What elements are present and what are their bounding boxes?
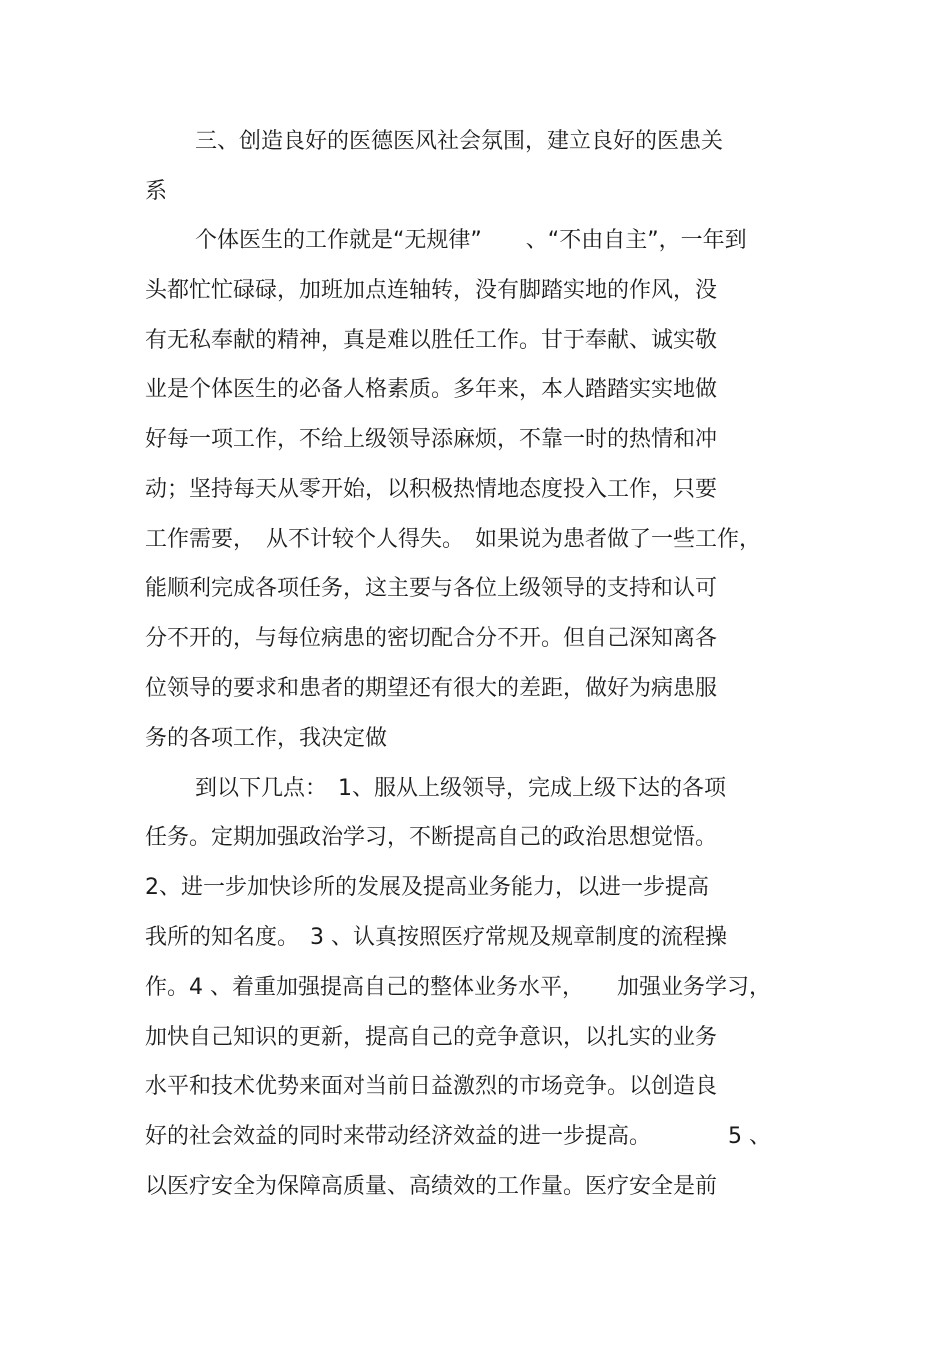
- paragraph-line: 好的社会效益的同时来带动经济效益的进一步提高。 5 、: [145, 1124, 771, 1149]
- paragraph-line: 以医疗安全为保障高质量、高绩效的工作量。医疗安全是前: [145, 1174, 718, 1199]
- paragraph-line: 我所的知名度。 3 、认真按照医疗常规及规章制度的流程操: [145, 925, 727, 950]
- section-heading-continued: 系: [145, 179, 168, 204]
- paragraph-line: 个体医生的工作就是“无规律” 、“不由自主”，一年到: [195, 228, 747, 253]
- paragraph-line: 工作需要， 从不计较个人得失。 如果说为患者做了一些工作，: [145, 527, 762, 552]
- paragraph-line: 能顺利完成各项任务，这主要与各位上级领导的支持和认可: [145, 576, 718, 601]
- paragraph-line: 到以下几点： 1、服从上级领导，完成上级下达的各项: [195, 776, 726, 801]
- paragraph-line: 2、进一步加快诊所的发展及提高业务能力，以进一步提高: [145, 875, 709, 900]
- paragraph-line: 业是个体医生的必备人格素质。多年来，本人踏踏实实地做: [145, 377, 718, 402]
- paragraph-line: 好每一项工作，不给上级领导添麻烦，不靠一时的热情和冲: [145, 427, 718, 452]
- paragraph-line: 作。4 、着重加强提高自己的整体业务水平， 加强业务学习，: [145, 975, 771, 1000]
- paragraph-line: 位领导的要求和患者的期望还有很大的差距，做好为病患服: [145, 676, 718, 701]
- paragraph-line: 任务。定期加强政治学习，不断提高自己的政治思想觉悟。: [145, 825, 718, 850]
- paragraph-line: 有无私奉献的精神，真是难以胜任工作。甘于奉献、诚实敬: [145, 328, 718, 353]
- paragraph-line: 加快自己知识的更新，提高自己的竞争意识，以扎实的业务: [145, 1025, 718, 1050]
- paragraph-line: 分不开的，与每位病患的密切配合分不开。但自己深知离各: [145, 626, 718, 651]
- paragraph-line: 头都忙忙碌碌，加班加点连轴转，没有脚踏实地的作风，没: [145, 278, 718, 303]
- paragraph-line: 动；坚持每天从零开始，以积极热情地态度投入工作，只要: [145, 477, 718, 502]
- paragraph-line: 水平和技术优势来面对当前日益激烈的市场竞争。以创造良: [145, 1074, 718, 1099]
- paragraph-line: 务的各项工作，我决定做: [145, 726, 388, 751]
- section-heading: 三、创造良好的医德医风社会氛围，建立良好的医患关: [195, 129, 724, 154]
